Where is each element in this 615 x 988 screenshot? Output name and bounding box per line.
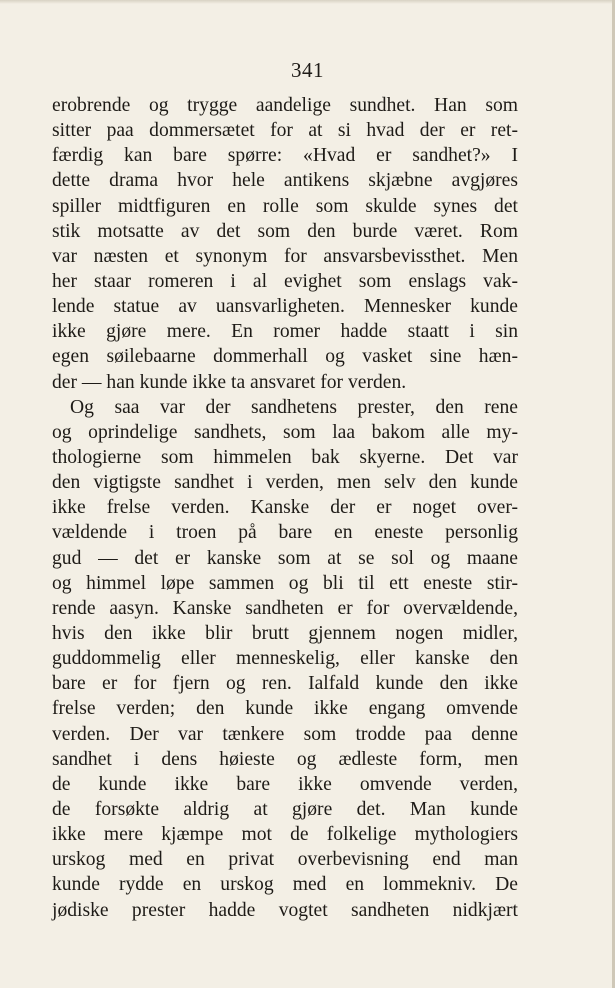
- text-line: urskog med en privat overbevisning end man: [52, 849, 518, 871]
- text-line: spiller midtfiguren en rolle som skulde synes det: [52, 195, 518, 217]
- text-line: stik motsatte av det som den burde været. Rom: [52, 220, 518, 242]
- text-line: den vigtigste sandhet i verden, men selv den kunde: [52, 472, 518, 494]
- text-line: her staar romeren i al evighet som enslags vak-: [52, 270, 518, 292]
- text-line: gud — det er kanske som at se sol og maane: [52, 547, 518, 569]
- text-line: ikke gjøre mere. En romer hadde staatt i sin: [52, 321, 518, 343]
- text-line: Og saa var der sandhetens prester, den rene: [70, 396, 518, 418]
- text-line: færdig kan bare spørre: «Hvad er sandhet?» I: [52, 145, 518, 167]
- text-line: kunde rydde en urskog med en lommekniv. De: [52, 874, 518, 896]
- text-line: de forsøkte aldrig at gjøre det. Man kunde: [52, 798, 518, 820]
- text-line: sandhet i dens høieste og ædleste form, men: [52, 748, 518, 770]
- text-line: lende statue av uansvarligheten. Mennesker kunde: [52, 296, 518, 318]
- text-line: thologierne som himmelen bak skyerne. Det var: [52, 446, 518, 468]
- text-line: rende aasyn. Kanske sandheten er for overvældende,: [52, 597, 518, 619]
- page-top-edge: [0, 0, 615, 4]
- text-line: de kunde ikke bare ikke omvende verden,: [52, 773, 518, 795]
- text-line: hvis den ikke blir brutt gjennem nogen midler,: [52, 622, 518, 644]
- text-line: egen søilebaarne dommerhall og vasket sine hæn-: [52, 346, 518, 368]
- text-line: ikke mere kjæmpe mot de folkelige mythologiers: [52, 824, 518, 846]
- text-line: frelse verden; den kunde ikke engang omvende: [52, 698, 518, 720]
- text-line: bare er for fjern og ren. Ialfald kunde den ikke: [52, 673, 518, 695]
- text-line: vældende i troen på bare en eneste personlig: [52, 522, 518, 544]
- text-line: og oprindelige sandhets, som laa bakom alle my-: [52, 421, 518, 443]
- text-line: var næsten et synonym for ansvarsbevissthet. Men: [52, 245, 518, 267]
- text-line: sitter paa dommersætet for at si hvad der er ret-: [52, 120, 518, 142]
- text-line: erobrende og trygge aandelige sundhet. Han som: [52, 95, 518, 116]
- text-line: jødiske prester hadde vogtet sandheten nidkjært: [52, 899, 518, 921]
- text-line: og himmel løpe sammen og bli til ett eneste stir-: [52, 572, 518, 594]
- text-line: der — han kunde ikke ta ansvaret for verden.: [52, 371, 407, 393]
- text-line: dette drama hvor hele antikens skjæbne avgjøres: [52, 170, 518, 192]
- text-line: verden. Der var tænkere som trodde paa denne: [52, 723, 518, 745]
- text-line: ikke frelse verden. Kanske der er noget over-: [52, 497, 518, 519]
- page-number: 341: [291, 58, 324, 82]
- text-line: guddommelig eller menneskelig, eller kanske den: [52, 648, 518, 670]
- body-text: [52, 93, 518, 923]
